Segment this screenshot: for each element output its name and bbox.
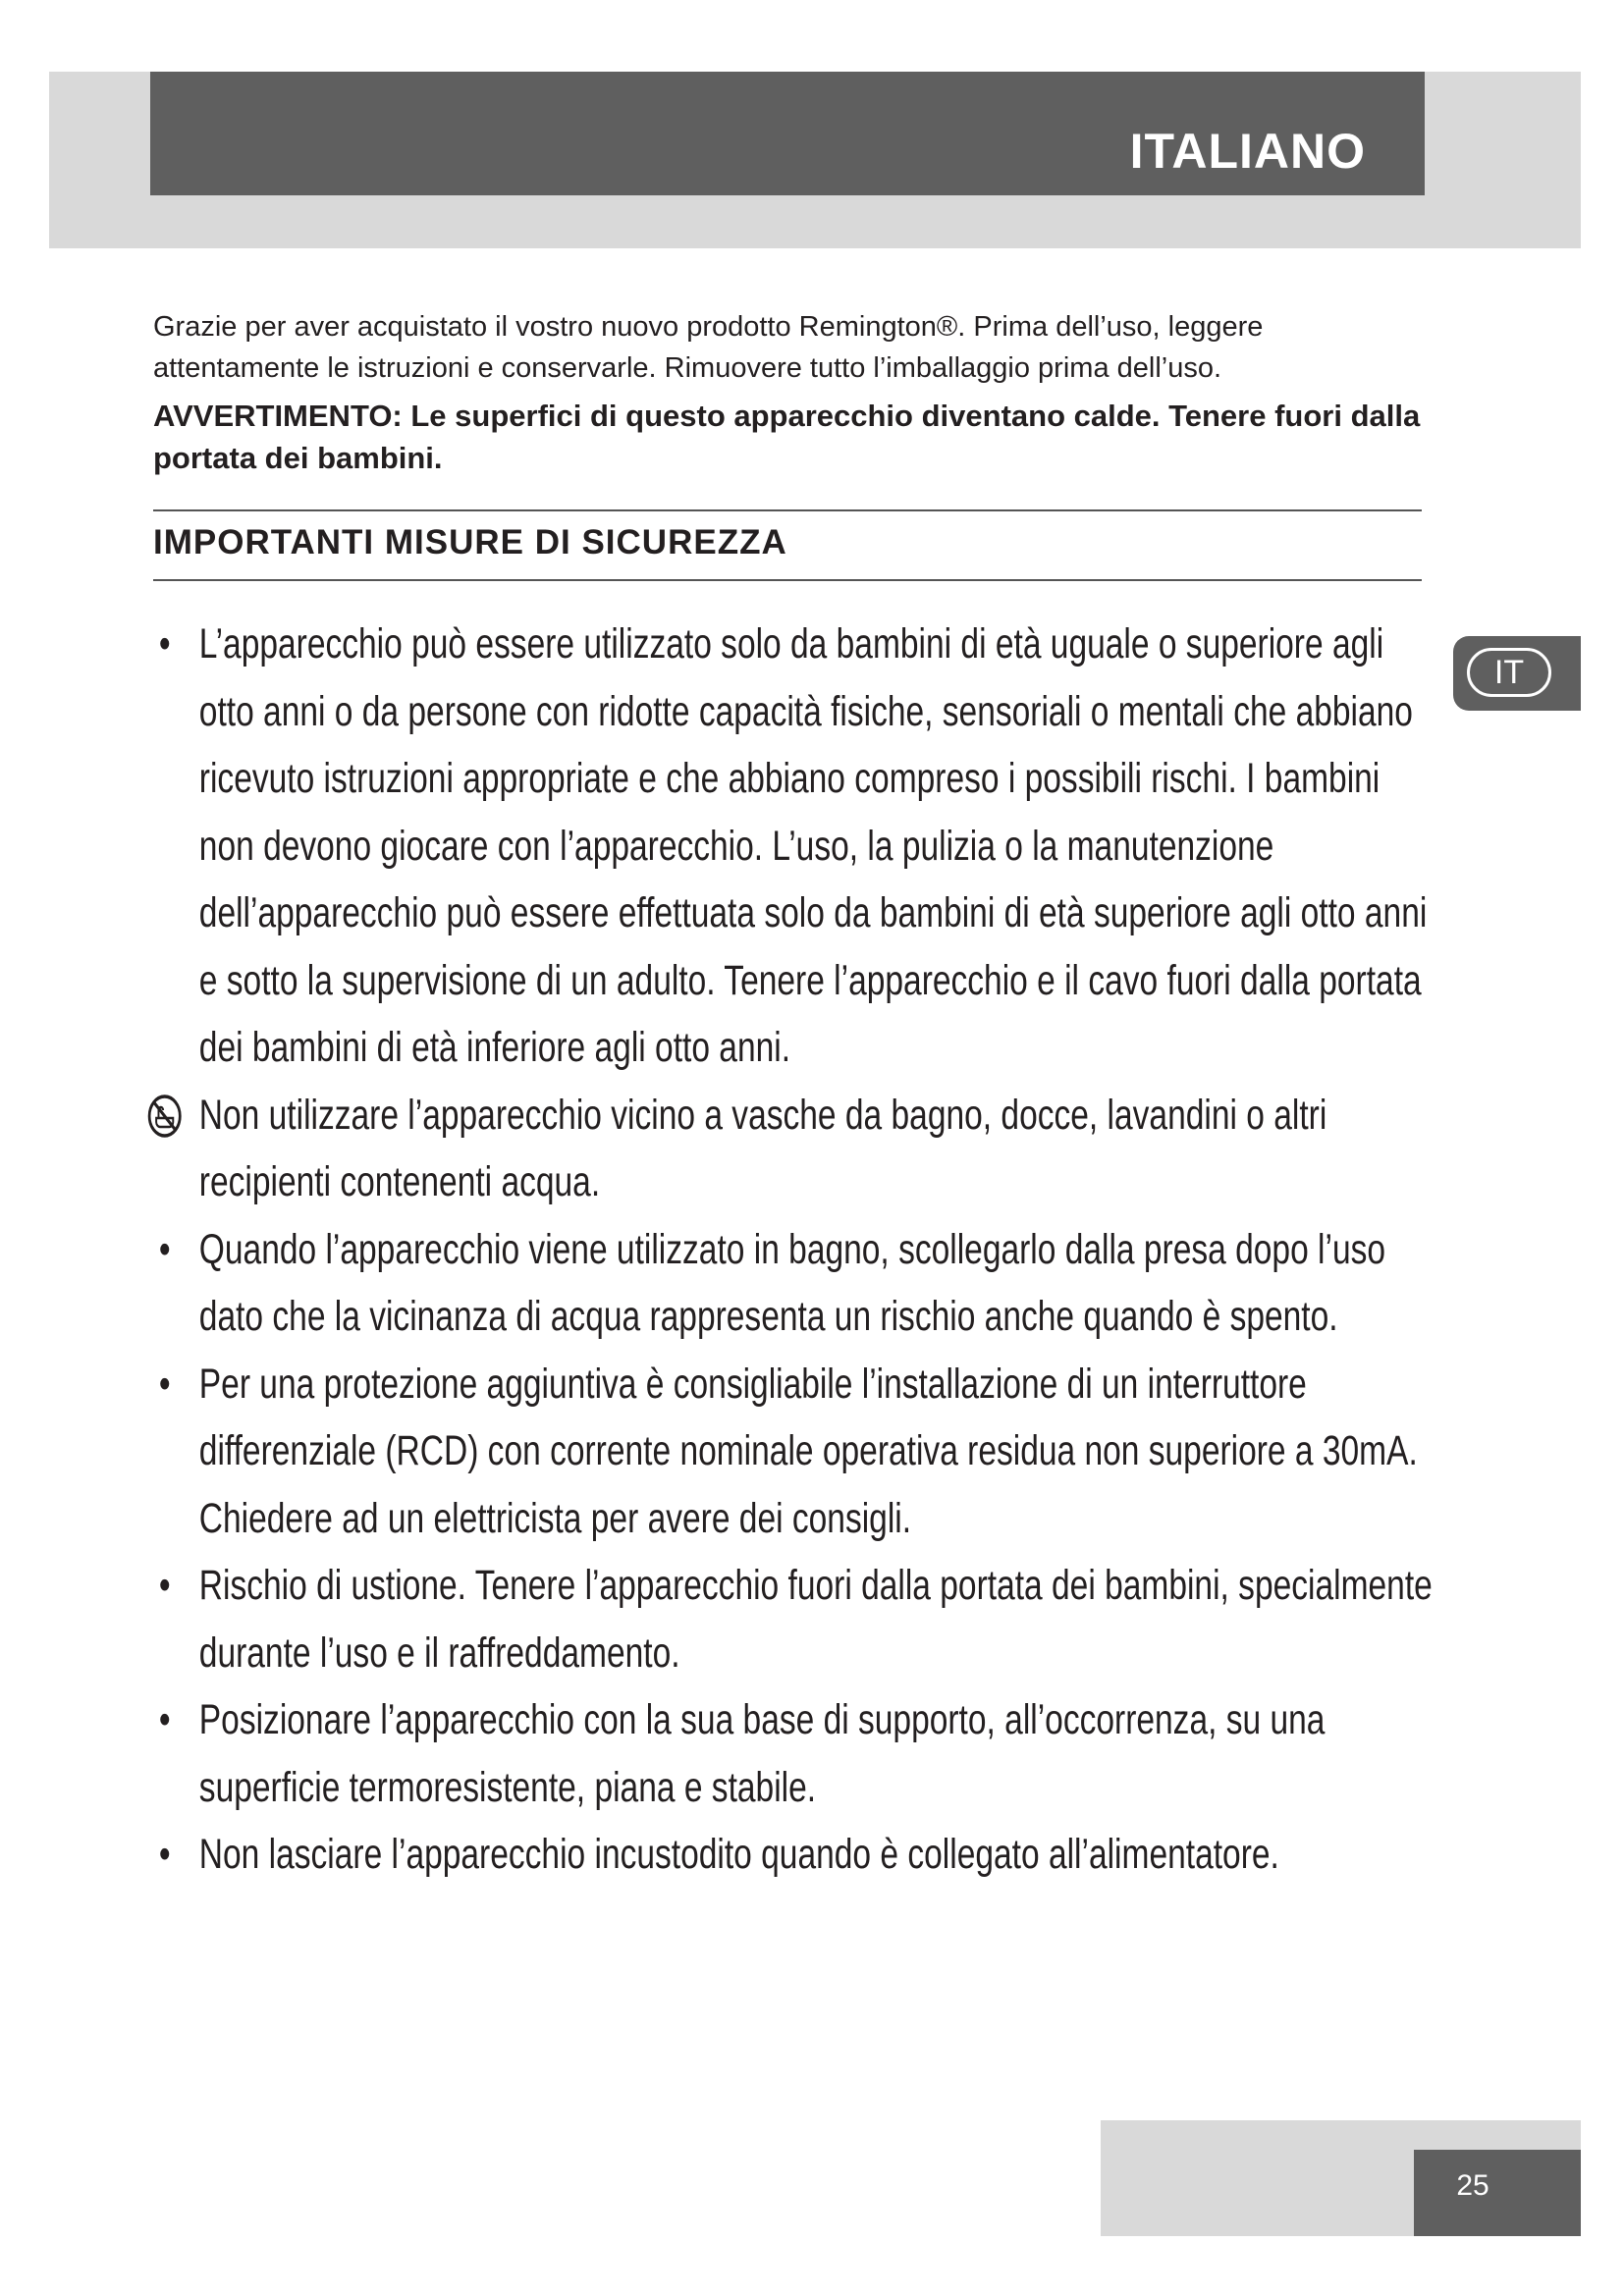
footer-box xyxy=(1414,2150,1581,2236)
list-item xyxy=(153,611,1443,1082)
section-rule-top xyxy=(153,509,1422,511)
list-item-text: Non utilizzare l’apparecchio vicino a vasche da bagno, docce, lavandini o altri recipienti contenenti acqua. xyxy=(198,1091,1327,1205)
list-item xyxy=(153,1821,1443,1889)
bullet-marker: • xyxy=(158,1831,171,1878)
section-rule-bottom xyxy=(153,579,1422,581)
language-label: IT xyxy=(1467,648,1551,697)
list-item-text: Non lasciare l’apparecchio incustodito quando è collegato all’alimentatore. xyxy=(198,1831,1279,1878)
language-tab xyxy=(1453,636,1581,711)
list-item-text: Rischio di ustione. Tenere l’apparecchio fuori dalla portata dei bambini, specialmente durante l’uso e il raffreddamento. xyxy=(198,1562,1433,1677)
intro-text: Grazie per aver acquistato il vostro nuovo prodotto Remington®. Prima dell’uso, leggere attentamente le istruzioni e conservarle. Rimuovere tutto l’imballaggio prima dell’uso. xyxy=(153,311,1264,384)
warning-text: AVVERTIMENTO: Le superfici di questo apparecchio diventano calde. Tenere fuori dalla portata dei bambini. xyxy=(153,399,1421,475)
bullet-marker: • xyxy=(158,1225,171,1273)
list-item-text: Per una protezione aggiuntiva è consigliabile l’installazione di un interruttore differenziale (RCD) con corrente nominale operativa residua non superiore a 30mA. Chiedere ad un elettricista per avere dei consigli. xyxy=(198,1360,1418,1542)
header-bar xyxy=(150,72,1425,195)
safety-list xyxy=(153,611,1439,1889)
list-item-text: Posizionare l’apparecchio con la sua base di supporto, all’occorrenza, su una superficie termoresistente, piana e stabile. xyxy=(198,1696,1326,1811)
list-item xyxy=(153,1552,1443,1686)
bullet-marker: • xyxy=(158,1562,171,1609)
list-item xyxy=(153,1351,1443,1553)
list-item xyxy=(153,1082,1443,1216)
page-number: 25 xyxy=(1456,2169,1489,2202)
no-bath-icon xyxy=(147,1094,183,1139)
list-item xyxy=(153,1216,1443,1351)
list-item-text: Quando l’apparecchio viene utilizzato in bagno, scollegarlo dalla presa dopo l’uso dato che la vicinanza di acqua rappresenta un rischio anche quando è spento. xyxy=(198,1225,1386,1340)
section-heading: IMPORTANTI MISURE DI SICUREZZA xyxy=(153,523,787,561)
list-item xyxy=(153,1686,1443,1821)
bullet-marker: • xyxy=(158,1360,171,1408)
bullet-marker: • xyxy=(158,1696,171,1743)
list-item-text: L’apparecchio può essere utilizzato solo da bambini di età uguale o superiore agli otto anni o da persone con ridotte capacità fisiche, sensoriali o mentali che abbiano ricevuto istruzioni appropriate e che abbiano compreso i possibili rischi. I bambini non devono giocare con l’apparecchio. L’uso, la pulizia o la manutenzione dell’apparecchio può essere effettuata solo da bambini di età superiore agli otto anni e sotto la supervisione di un adulto. Tenere l’apparecchio e il cavo fuori dalla portata dei bambini di età inferiore agli otto anni. xyxy=(198,620,1428,1071)
page-title: ITALIANO xyxy=(1129,124,1366,179)
bullet-marker: • xyxy=(158,620,171,667)
